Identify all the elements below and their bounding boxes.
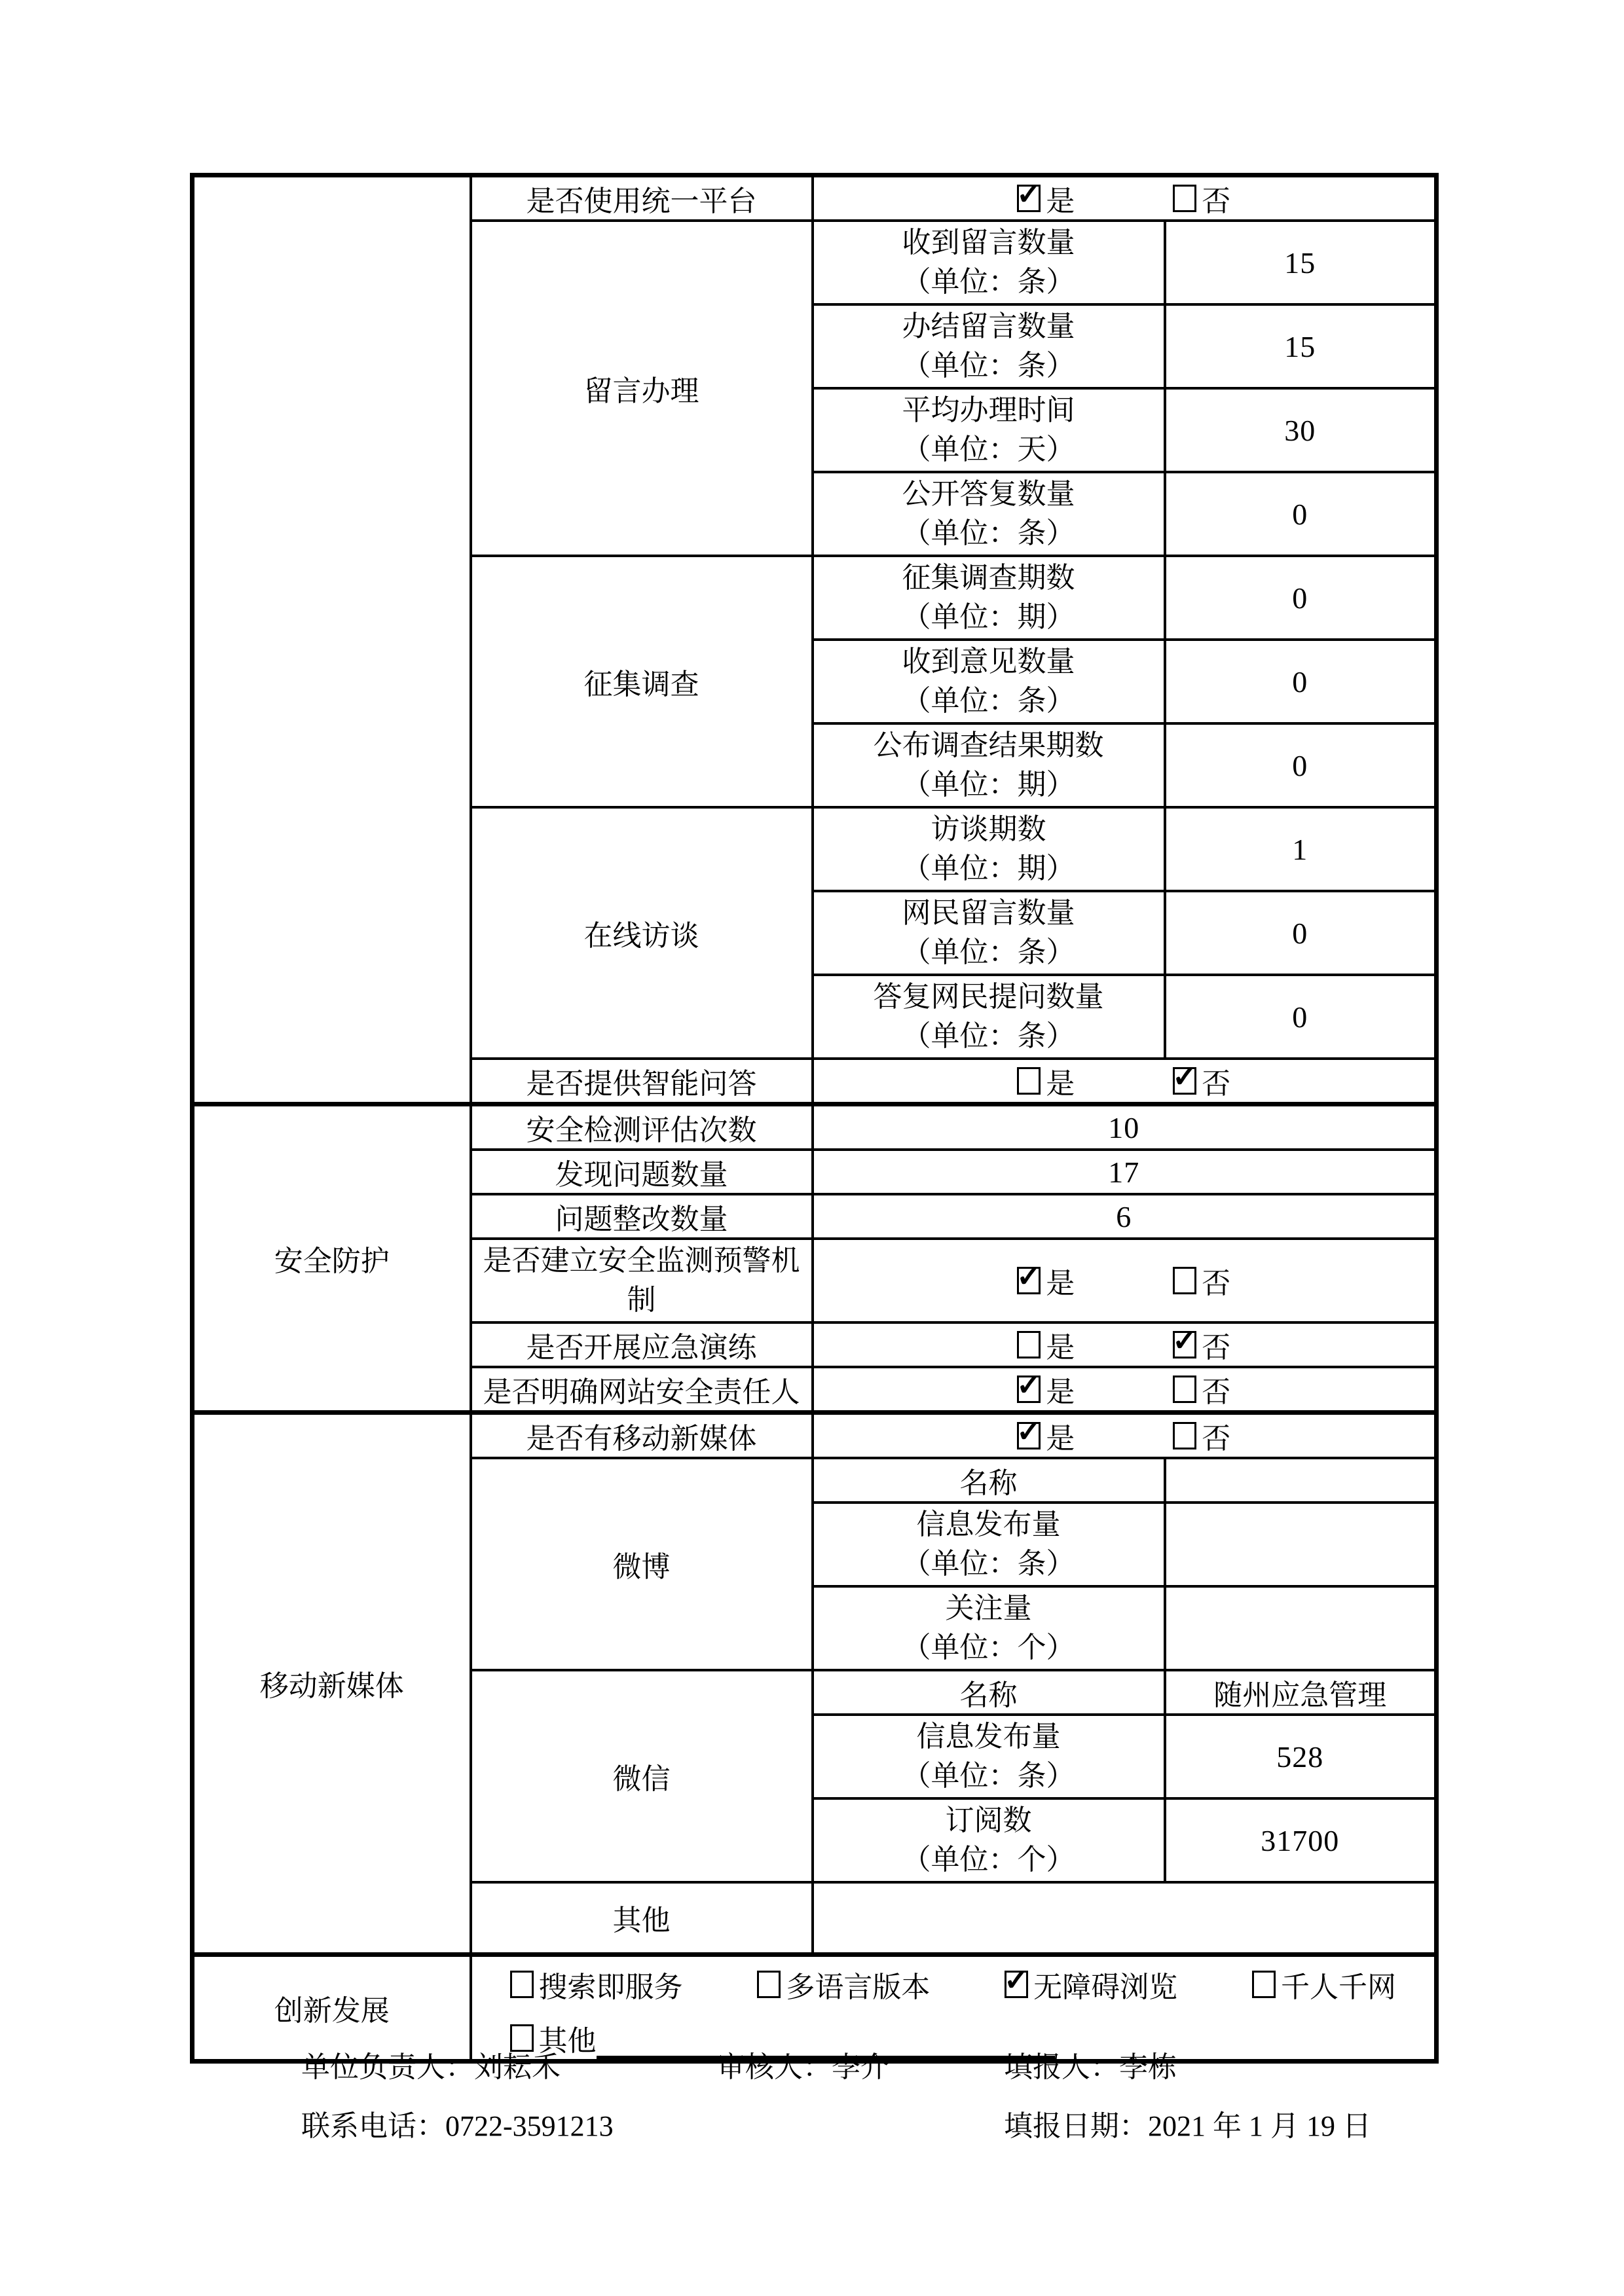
section-security-label: 安全防护 — [193, 1104, 471, 1413]
weibo-name-label: 名称 — [813, 1458, 1165, 1503]
checkbox-unchecked-icon — [757, 1971, 781, 1998]
public-replies-value: 0 — [1165, 472, 1437, 556]
security-assessments-value: 10 — [813, 1104, 1437, 1150]
public-replies-label: 公开答复数量 （单位：条） — [813, 472, 1165, 556]
yes-option: ✓ 是 — [1016, 1368, 1075, 1408]
no-option: ✓ 否 — [1172, 1060, 1231, 1100]
footer-responsible-person: 单位负责人：刘耘禾 — [301, 2051, 561, 2083]
checkbox-checked-icon: ✓ — [1016, 177, 1042, 211]
yes-option: ✓ 是 — [1016, 1260, 1075, 1300]
checkbox-unchecked-icon — [1173, 1267, 1196, 1294]
no-option: 否 — [1173, 1368, 1230, 1410]
innovation-option-personalized: 千人千网 — [1252, 1963, 1396, 2005]
security-officer-label: 是否明确网站安全责任人 — [471, 1367, 813, 1413]
yes-option: ✓ 是 — [1016, 1415, 1075, 1455]
average-handling-time-label: 平均办理时间 （单位：天） — [813, 388, 1165, 472]
messages-completed-value: 15 — [1165, 304, 1437, 388]
wechat-name-label: 名称 — [813, 1670, 1165, 1715]
no-option: 否 — [1173, 1260, 1230, 1302]
survey-results-value: 0 — [1165, 723, 1437, 807]
messages-received-value: 15 — [1165, 221, 1437, 304]
emergency-drill-value — [813, 1322, 1437, 1367]
row-security-assessments — [193, 1104, 1437, 1150]
innovation-option-accessibility: ✓ 无障碍浏览 — [1003, 1963, 1178, 2003]
checkbox-checked-icon: ✓ — [1016, 1368, 1042, 1402]
weibo-name-value — [1165, 1458, 1437, 1503]
weibo-followers-value — [1165, 1586, 1437, 1670]
row-innovation — [193, 1954, 1437, 2061]
innovation-option-multilang: 多语言版本 — [757, 1963, 930, 2005]
no-option: ✓ 否 — [1172, 1324, 1231, 1364]
group-message-handling: 留言办理 — [471, 221, 813, 556]
messages-received-label: 收到留言数量 （单位：条） — [813, 221, 1165, 304]
smart-qa-value — [813, 1059, 1437, 1104]
innovation-option-search: 搜索即服务 — [510, 1963, 683, 2005]
checkbox-checked-icon: ✓ — [1016, 1415, 1042, 1448]
netizen-messages-value: 0 — [1165, 891, 1437, 975]
survey-opinions-value: 0 — [1165, 640, 1437, 723]
group-interview: 在线访谈 — [471, 807, 813, 1059]
wechat-subscribers-label: 订阅数 （单位：个） — [813, 1798, 1165, 1882]
innovation-option-other: 其他 — [510, 2017, 597, 2059]
interview-periods-label: 访谈期数 （单位：期） — [813, 807, 1165, 891]
no-option: 否 — [1173, 1415, 1230, 1457]
problems-fixed-value: 6 — [813, 1194, 1437, 1239]
group-wechat: 微信 — [471, 1670, 813, 1882]
group-survey: 征集调查 — [471, 556, 813, 807]
checkbox-unchecked-icon — [510, 1971, 534, 1998]
wechat-subscribers-value: 31700 — [1165, 1798, 1437, 1882]
yes-option: 是 — [1017, 1324, 1075, 1366]
unified-platform-value — [813, 175, 1437, 221]
checkbox-unchecked-icon — [1173, 185, 1196, 212]
survey-opinions-label: 收到意见数量 （单位：条） — [813, 640, 1165, 723]
emergency-drill-label: 是否开展应急演练 — [471, 1322, 813, 1367]
has-mobile-media-label: 是否有移动新媒体 — [471, 1413, 813, 1459]
security-officer-value — [813, 1367, 1437, 1413]
survey-periods-value: 0 — [1165, 556, 1437, 640]
no-option: 否 — [1173, 177, 1230, 219]
security-assessments-label: 安全检测评估次数 — [471, 1104, 813, 1150]
section-interaction-label — [193, 175, 471, 1104]
mobile-other-label: 其他 — [471, 1882, 813, 1954]
mobile-other-value — [813, 1882, 1437, 1954]
weibo-posts-value — [1165, 1503, 1437, 1586]
checkbox-checked-icon: ✓ — [1003, 1963, 1029, 1997]
wechat-posts-value: 528 — [1165, 1715, 1437, 1798]
unified-platform-label: 是否使用统一平台 — [471, 175, 813, 221]
netizen-replies-label: 答复网民提问数量 （单位：条） — [813, 975, 1165, 1059]
problems-found-label: 发现问题数量 — [471, 1150, 813, 1194]
interview-periods-value: 1 — [1165, 807, 1437, 891]
survey-periods-label: 征集调查期数 （单位：期） — [813, 556, 1165, 640]
netizen-messages-label: 网民留言数量 （单位：条） — [813, 891, 1165, 975]
problems-found-value: 17 — [813, 1150, 1437, 1194]
weibo-posts-label: 信息发布量 （单位：条） — [813, 1503, 1165, 1586]
survey-results-label: 公布调查结果期数 （单位：期） — [813, 723, 1165, 807]
checkbox-unchecked-icon — [1017, 1067, 1041, 1095]
wechat-name-value: 随州应急管理 — [1165, 1670, 1437, 1715]
group-weibo: 微博 — [471, 1458, 813, 1670]
checkbox-unchecked-icon — [510, 2024, 534, 2052]
checkbox-checked-icon: ✓ — [1172, 1324, 1198, 1357]
netizen-replies-value: 0 — [1165, 975, 1437, 1059]
innovation-options-cell — [471, 1954, 1437, 2061]
row-has-mobile-media — [193, 1413, 1437, 1459]
footer-reviewer: 审核人：李介 — [716, 2051, 889, 2083]
yes-option: 是 — [1017, 1060, 1075, 1102]
checkbox-unchecked-icon — [1017, 1331, 1041, 1358]
section-mobile-media-label: 移动新媒体 — [193, 1413, 471, 1955]
row-unified-platform — [193, 175, 1437, 221]
has-mobile-media-value — [813, 1413, 1437, 1459]
yes-option: ✓ 是 — [1016, 177, 1075, 217]
checkbox-unchecked-icon — [1252, 1971, 1276, 1998]
smart-qa-label: 是否提供智能问答 — [471, 1059, 813, 1104]
average-handling-time-value: 30 — [1165, 388, 1437, 472]
checkbox-checked-icon: ✓ — [1016, 1260, 1042, 1293]
problems-fixed-label: 问题整改数量 — [471, 1194, 813, 1239]
checkbox-unchecked-icon — [1173, 1376, 1196, 1403]
wechat-posts-label: 信息发布量 （单位：条） — [813, 1715, 1165, 1798]
messages-completed-label: 办结留言数量 （单位：条） — [813, 304, 1165, 388]
footer-filler: 填报人：李栋 — [1004, 2051, 1177, 2083]
section-innovation-label: 创新发展 — [193, 1954, 471, 2061]
checkbox-checked-icon: ✓ — [1172, 1060, 1198, 1093]
warning-mechanism-value — [813, 1239, 1437, 1322]
footer-date: 填报日期：2021 年 1 月 19 日 — [1004, 2110, 1371, 2142]
footer-phone: 联系电话：0722-3591213 — [301, 2110, 614, 2142]
weibo-followers-label: 关注量 （单位：个） — [813, 1586, 1165, 1670]
checkbox-unchecked-icon — [1173, 1422, 1196, 1449]
warning-mechanism-label: 是否建立安全监测预警机制 — [471, 1239, 813, 1322]
annual-report-table — [190, 173, 1439, 2064]
